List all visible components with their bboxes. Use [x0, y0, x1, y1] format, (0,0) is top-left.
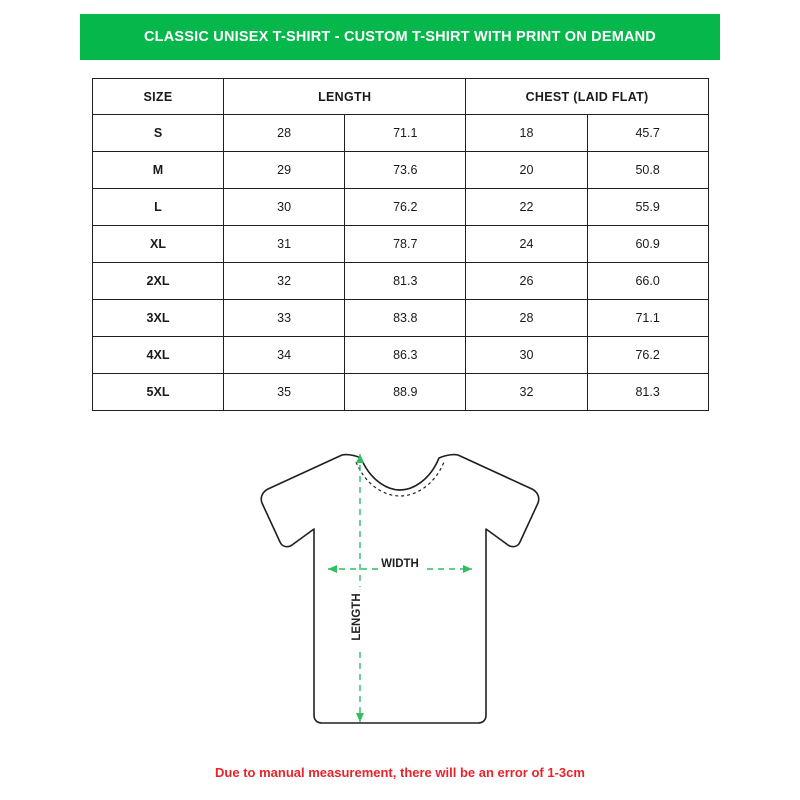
cell-chest-cm: 76.2: [587, 337, 708, 374]
column-header-chest: CHEST (LAID FLAT): [466, 79, 708, 115]
table-header: [93, 79, 709, 115]
cell-size: 4XL: [93, 337, 224, 374]
tshirt-outline-icon: [261, 455, 539, 723]
cell-chest-in: 30: [466, 337, 587, 374]
size-table-container: [92, 78, 708, 411]
cell-chest-cm: 55.9: [587, 189, 708, 226]
page-title: CLASSIC UNISEX T-SHIRT - CUSTOM T-SHIRT WITH PRINT ON DEMAND: [144, 29, 656, 45]
cell-size: 5XL: [93, 374, 224, 411]
cell-chest-cm: 81.3: [587, 374, 708, 411]
cell-length-in: 29: [224, 152, 345, 189]
measurement-disclaimer: Due to manual measurement, there will be an error of 1-3cm: [215, 765, 585, 780]
width-label: WIDTH: [381, 558, 419, 570]
cell-length-in: 32: [224, 263, 345, 300]
cell-size: L: [93, 189, 224, 226]
cell-chest-in: 24: [466, 226, 587, 263]
cell-chest-cm: 60.9: [587, 226, 708, 263]
table-header-row: [93, 79, 709, 115]
cell-chest-in: 22: [466, 189, 587, 226]
table-row: [93, 300, 709, 337]
header-banner: [80, 14, 720, 60]
cell-chest-in: 26: [466, 263, 587, 300]
cell-length-cm: 81.3: [345, 263, 466, 300]
cell-size: M: [93, 152, 224, 189]
table-row: [93, 337, 709, 374]
cell-length-cm: 71.1: [345, 115, 466, 152]
cell-chest-cm: 45.7: [587, 115, 708, 152]
size-table: [92, 78, 709, 411]
table-row: [93, 226, 709, 263]
table-row: [93, 263, 709, 300]
cell-chest-cm: 50.8: [587, 152, 708, 189]
table-body: [93, 115, 709, 411]
cell-length-cm: 76.2: [345, 189, 466, 226]
table-row: [93, 374, 709, 411]
cell-chest-cm: 71.1: [587, 300, 708, 337]
cell-length-cm: 88.9: [345, 374, 466, 411]
cell-size: 3XL: [93, 300, 224, 337]
cell-chest-cm: 66.0: [587, 263, 708, 300]
cell-chest-in: 20: [466, 152, 587, 189]
table-row: [93, 152, 709, 189]
cell-length-in: 35: [224, 374, 345, 411]
cell-length-in: 28: [224, 115, 345, 152]
cell-size: XL: [93, 226, 224, 263]
tshirt-diagram: [230, 432, 570, 752]
cell-chest-in: 18: [466, 115, 587, 152]
cell-length-cm: 83.8: [345, 300, 466, 337]
cell-chest-in: 28: [466, 300, 587, 337]
cell-chest-in: 32: [466, 374, 587, 411]
cell-size: S: [93, 115, 224, 152]
cell-length-in: 33: [224, 300, 345, 337]
cell-size: 2XL: [93, 263, 224, 300]
length-label: LENGTH: [351, 593, 363, 641]
cell-length-in: 34: [224, 337, 345, 374]
column-header-size: SIZE: [93, 79, 224, 115]
cell-length-cm: 73.6: [345, 152, 466, 189]
column-header-length: LENGTH: [224, 79, 466, 115]
table-row: [93, 189, 709, 226]
cell-length-in: 30: [224, 189, 345, 226]
table-row: [93, 115, 709, 152]
cell-length-cm: 86.3: [345, 337, 466, 374]
cell-length-cm: 78.7: [345, 226, 466, 263]
cell-length-in: 31: [224, 226, 345, 263]
